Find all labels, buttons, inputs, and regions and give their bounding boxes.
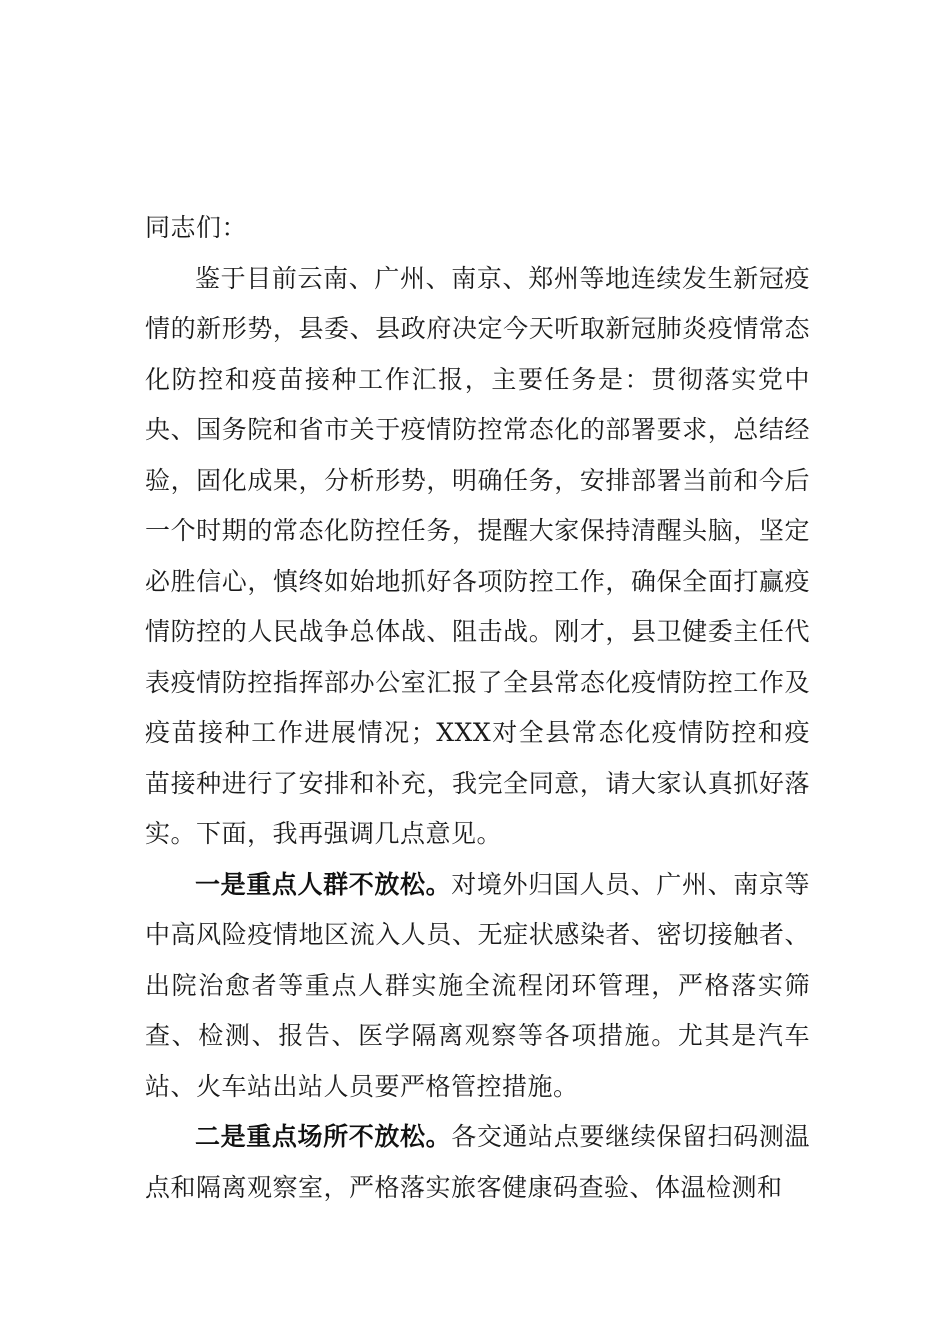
paragraph-text: 各交通站点要继续保留扫码测温点和隔离观察室，严格落实旅客健康码查验、体温检测和 (145, 1122, 810, 1202)
paragraph-intro (145, 254, 810, 860)
paragraph-key-groups (145, 860, 810, 1113)
paragraph-lead: 一是重点人群不放松。 (195, 869, 452, 899)
paragraph-key-places (145, 1112, 810, 1213)
paragraph-text: 鉴于目前云南、广州、南京、郑州等地连续发生新冠疫情的新形势，县委、县政府决定今天听取新冠肺炎疫情常态化防控和疫苗接种工作汇报，主要任务是：贯彻落实党中央、国务院和省市关于疫情防控常态化的部署要求，总结经验，固化成果，分析形势，明确任务，安排部署当前和今后一个时期的常态化防控任务，提醒大家保持清醒头脑，坚定必胜信心，慎终如始地抓好各项防控工作，确保全面打赢疫情防控的人民战争总体战、阻击战。刚才，县卫健委主任代表疫情防控指挥部办公室汇报了全县常态化疫情防控工作及疫苗接种工作进展情况；XXX对全县常态化疫情防控和疫苗接种进行了安排和补充，我完全同意，请大家认真抓好落实。下面，我再强调几点意见。 (145, 263, 810, 848)
document-body (145, 203, 810, 1213)
paragraph-lead: 二是重点场所不放松。 (195, 1122, 452, 1151)
salutation: 同志们： (145, 213, 248, 242)
paragraph-text: 对境外归国人员、广州、南京等中高风险疫情地区流入人员、无症状感染者、密切接触者、出院治愈者等重点人群实施全流程闭环管理，严格落实筛查、检测、报告、医学隔离观察等各项措施。尤其是汽车站、火车站出站人员要严格管控措施。 (145, 869, 810, 1101)
